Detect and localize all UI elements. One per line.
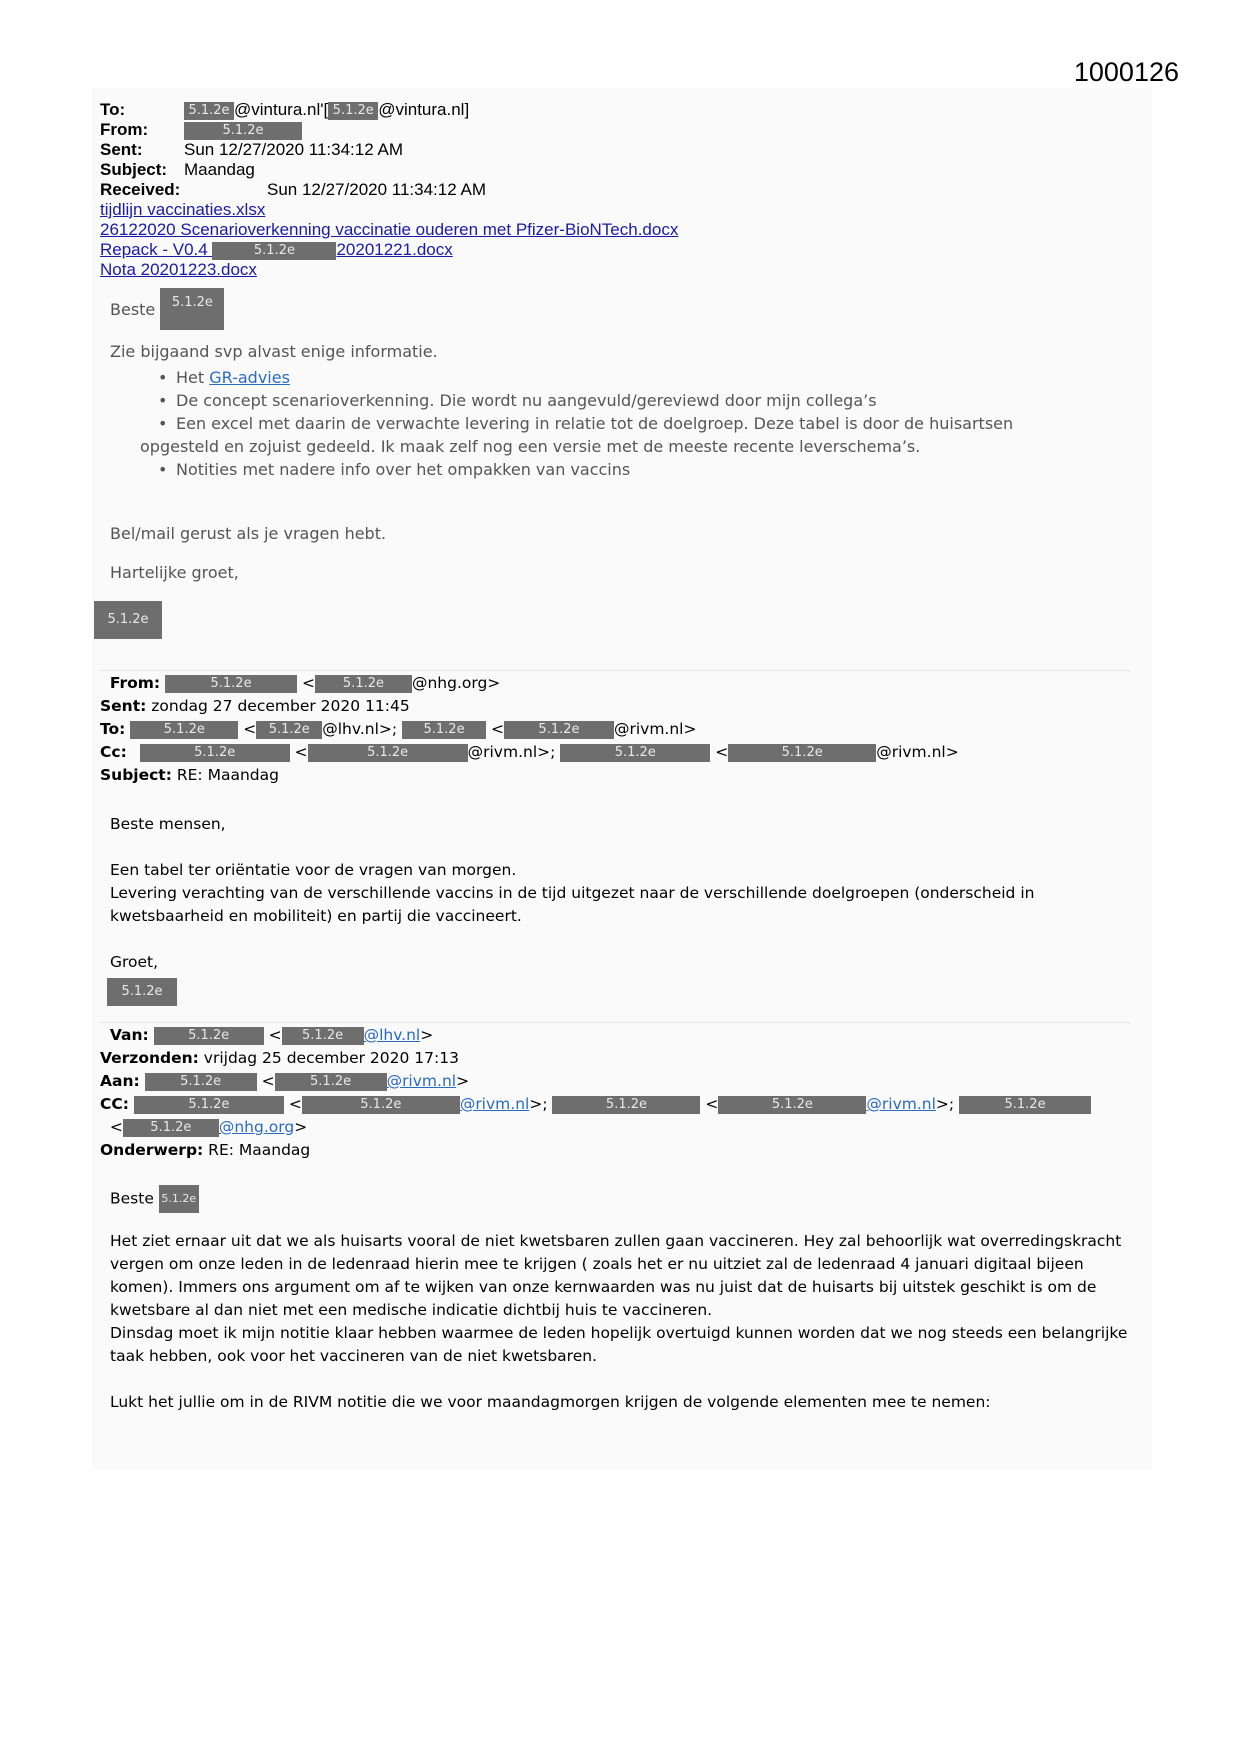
message2-sent-value: zondag 27 december 2020 11:45 [151, 697, 410, 715]
attachment-repack-prefix: Repack - V0.4 [100, 240, 213, 259]
message2-subject-label: Subject: [100, 766, 172, 784]
redaction-box: 5.1.2e [275, 1073, 387, 1091]
message3-cc-row: CC: 5.1.2e < 5.1.2e @rivm.nl>; 5.1.2e < 5.1.2e @rivm.nl>; 5.1.2e [100, 1093, 1140, 1116]
message2-to-label: To: [100, 720, 126, 738]
subject-value: Maandag [184, 160, 255, 179]
received-value: Sun 12/27/2020 11:34:12 AM [267, 180, 486, 199]
bullet3-line1: Een excel met daarin de verwachte levering in relatie tot de doelgroep. Deze tabel is door de huisartsen [176, 414, 1014, 433]
redaction-box: 5.1.2e [402, 721, 486, 739]
redaction-box: 5.1.2e [552, 1096, 700, 1114]
message2-from-domain: @nhg.org> [411, 674, 501, 692]
message3-greeting: Beste [110, 1189, 154, 1208]
message2-sent-row [100, 695, 1140, 718]
redaction-box: 5.1.2e [165, 675, 297, 693]
email-header [100, 100, 678, 280]
redaction-box: 5.1.2e [134, 1096, 284, 1114]
message2-body [110, 813, 1130, 974]
message3-cc-email-link-2[interactable]: @rivm.nl [866, 1095, 936, 1113]
bullet-item: • De concept scenarioverkenning. Die wordt nu aangevuld/gereviewd door mijn collega’s [158, 389, 1110, 412]
redaction-box: 5.1.2e [282, 1027, 364, 1045]
message3-onderwerp-value: RE: Maandag [208, 1141, 311, 1159]
message3-p2-line2: taak hebben, ook voor het vaccineren van de niet kwetsbaren. [110, 1347, 597, 1365]
message1-closing1: Bel/mail gerust als je vragen hebt. [110, 524, 387, 543]
redaction-box: 5.1.2e [184, 102, 234, 120]
separator-line [100, 670, 1130, 671]
message1-greeting-row [110, 288, 1110, 332]
attachment-link-nota-docx[interactable]: Nota 20201223.docx [100, 260, 257, 279]
message3-cc-row-2: < 5.1.2e @nhg.org> [100, 1118, 308, 1136]
redaction-box: 5.1.2e [184, 122, 302, 140]
to-domain: @vintura.nl'[ [234, 100, 329, 119]
bullet-item: • Notities met nadere info over het ompakken van vaccins [158, 458, 1110, 481]
signature-redaction: 5.1.2e [107, 978, 177, 1006]
redaction-box: 5.1.2e [328, 102, 378, 120]
message3-aan-email-link[interactable]: @rivm.nl [386, 1072, 457, 1090]
message3-verzonden-label: Verzonden: [100, 1049, 199, 1067]
message2-cc-label: Cc: [100, 743, 127, 761]
message1-closing2: Hartelijke groet, [110, 563, 239, 582]
message3-p1-line2: vergen om onze leden in de ledenraad hierin mee te krijgen ( zoals het er nu uitziet zal de ledenraad 4 januari digitaal bijeen [110, 1255, 1084, 1273]
redaction-box: 5.1.2e [212, 242, 336, 260]
message2-from-row: From: 5.1.2e < 5.1.2e @nhg.org> [109, 674, 501, 692]
from-label: From: [100, 120, 149, 139]
to-label: To: [100, 100, 126, 119]
redaction-box: 5.1.2e [145, 1073, 257, 1091]
message3-greeting-row [110, 1185, 1130, 1213]
message2-to-row: To: 5.1.2e < 5.1.2e @lhv.nl>; 5.1.2e < 5.1.2e @rivm.nl> [100, 720, 697, 738]
subject-label: Subject: [100, 160, 168, 179]
bullet1-prefix: Het [176, 368, 210, 387]
message3-p2-line1: Dinsdag moet ik mijn notitie klaar hebben waarmee de leden hopelijk overtuigd kunnen worden dat we nog steeds een belangrijke [110, 1324, 1128, 1342]
attachment-link-repack-docx[interactable] [100, 240, 678, 260]
header-sent-row [100, 140, 678, 160]
header-from-row [100, 120, 678, 140]
redaction-box: 5.1.2e [154, 1027, 264, 1045]
gr-advies-link[interactable]: GR-advies [209, 368, 290, 387]
message3-header [100, 1024, 1140, 1162]
redaction-box: 5.1.2e [315, 675, 412, 693]
message3-verzonden-value: vrijdag 25 december 2020 17:13 [203, 1049, 459, 1067]
redaction-box: 5.1.2e [718, 1096, 866, 1114]
message3-onderwerp-label: Onderwerp: [100, 1141, 204, 1159]
message3-p3: Lukt het jullie om in de RIVM notitie die we voor maandagmorgen krijgen de volgende elementen mee te nemen: [110, 1393, 991, 1411]
redaction-box: 5.1.2e [159, 1185, 199, 1213]
attachment-link-scenario-docx[interactable]: 26122020 Scenarioverkenning vaccinatie ouderen met Pfizer-BioNTech.docx [100, 220, 679, 239]
attachment-repack-suffix: 20201221.docx [336, 240, 453, 259]
message2-cc-row: Cc: 5.1.2e < 5.1.2e @rivm.nl>; 5.1.2e < 5.1.2e @rivm.nl> [100, 743, 959, 761]
message3-van-email-link[interactable]: @lhv.nl [363, 1026, 421, 1044]
message3-aan-label: Aan: [100, 1072, 140, 1090]
sent-label: Sent: [100, 140, 143, 159]
to-domain-2: @vintura.nl] [378, 100, 470, 119]
message3-verzonden-row [100, 1047, 1140, 1070]
bullet-item [158, 412, 1110, 435]
header-to-row [100, 100, 678, 120]
message2-to-domain1: @lhv.nl>; [322, 720, 398, 738]
message2-greeting: Beste mensen, [110, 815, 226, 833]
message3-onderwerp-row [100, 1139, 1140, 1162]
message2-subject-value: RE: Maandag [176, 766, 279, 784]
message3-p1-line3: komen). Immers ons argument om af te wijken van onze kernwaarden was nu juist dat de huisarts bij uitstek geschikt is om de [110, 1278, 1097, 1296]
message3-van-row: Van: 5.1.2e < 5.1.2e @lhv.nl> [109, 1026, 434, 1044]
redaction-box: 5.1.2e [308, 744, 468, 762]
message3-p1-line1: Het ziet ernaar uit dat we als huisarts vooral de niet kwetsbaren zullen gaan vaccineren. Hey zal behoorlijk wat overredingskracht [110, 1232, 1122, 1250]
redaction-box: 5.1.2e [160, 288, 224, 330]
document-number: 1000126 [1073, 57, 1179, 87]
message2-subject-row [100, 764, 1140, 787]
redaction-box: 5.1.2e [256, 721, 322, 739]
message2-line2: Levering verachting van de verschillende vaccins in de tijd uitgezet naar de verschillende doelgroepen (onderscheid in [110, 884, 1035, 902]
message2-sent-label: Sent: [100, 697, 147, 715]
redaction-box: 5.1.2e [302, 1096, 460, 1114]
redaction-box: 5.1.2e [959, 1096, 1091, 1114]
redaction-box: 5.1.2e [560, 744, 710, 762]
header-subject-row [100, 160, 678, 180]
message2-cc-domain2: @rivm.nl> [876, 743, 959, 761]
message1-bullet-list [140, 366, 1110, 481]
message2-cc-domain1: @rivm.nl>; [467, 743, 556, 761]
message1-intro: Zie bijgaand svp alvast enige informatie. [110, 342, 438, 361]
redaction-box: 5.1.2e [728, 744, 876, 762]
message3-cc-email-link-3[interactable]: @nhg.org [218, 1118, 295, 1136]
message3-body [110, 1185, 1130, 1414]
message1-greeting: Beste [110, 300, 156, 319]
message2-line1: Een tabel ter oriëntatie voor de vragen van morgen. [110, 861, 517, 879]
message2-to-domain2: @rivm.nl> [613, 720, 697, 738]
message2-closing: Groet, [110, 953, 159, 971]
separator-line [100, 1022, 1130, 1023]
bullet-item [158, 366, 1110, 389]
redaction-box: 5.1.2e [140, 744, 290, 762]
message2-from-label: From: [109, 674, 161, 692]
message3-cc-label: CC: [100, 1095, 129, 1113]
message3-cc-email-link-1[interactable]: @rivm.nl [459, 1095, 530, 1113]
signature-redaction: 5.1.2e [94, 601, 162, 639]
message1-body [110, 288, 1110, 582]
message2-header [100, 672, 1140, 787]
redaction-box: 5.1.2e [130, 721, 238, 739]
sent-value: Sun 12/27/2020 11:34:12 AM [184, 140, 403, 159]
redaction-box: 5.1.2e [504, 721, 614, 739]
attachment-link-xlsx[interactable]: tijdlijn vaccinaties.xlsx [100, 200, 266, 219]
message3-van-label: Van: [109, 1026, 149, 1044]
header-received-row [100, 180, 678, 200]
received-label: Received: [100, 180, 181, 199]
message2-line3: kwetsbaarheid en mobiliteit) en partij die vaccineert. [110, 907, 522, 925]
redaction-box: 5.1.2e [123, 1119, 219, 1137]
message3-p1-line4: kwetsbare al dan niet met een medische indicatie dichtbij huis te vaccineren. [110, 1301, 713, 1319]
bullet3-continuation: opgesteld en zojuist gedeeld. Ik maak zelf nog een versie met de meeste recente leverschema’s. [140, 437, 921, 456]
message3-aan-row: Aan: 5.1.2e < 5.1.2e @rivm.nl> [100, 1072, 470, 1090]
